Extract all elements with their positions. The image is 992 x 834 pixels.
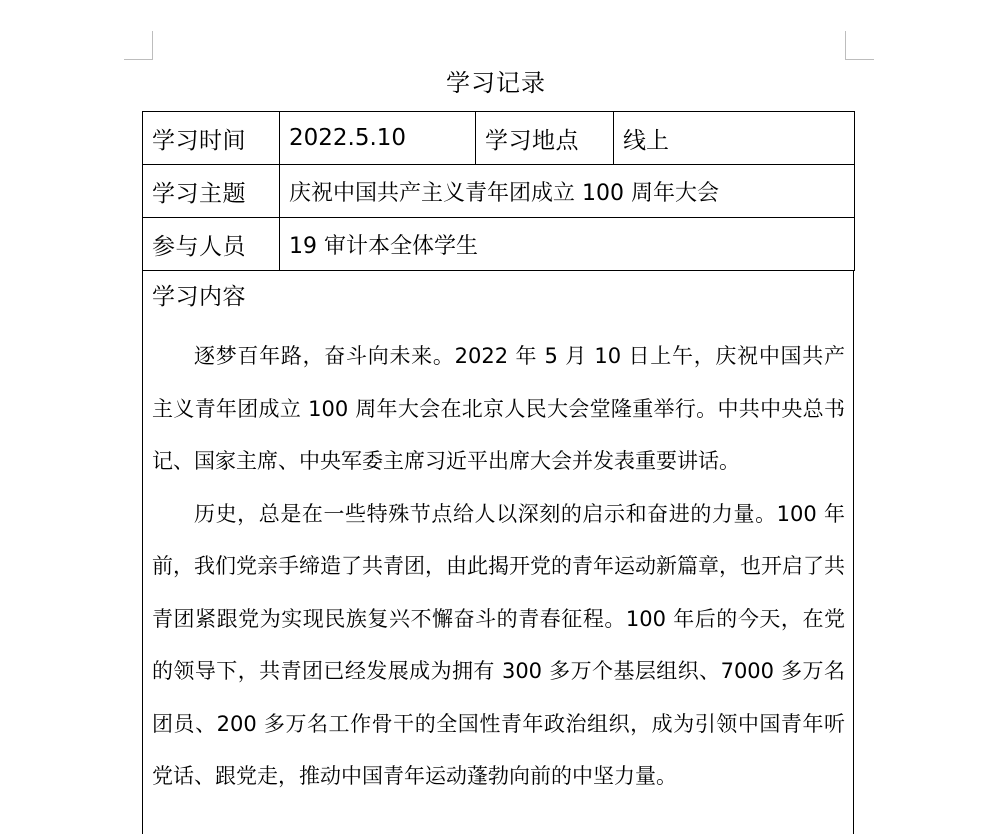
time-label[interactable]: 学习时间 xyxy=(143,112,280,165)
table-row-topic xyxy=(143,165,855,218)
participants-value[interactable]: 19 审计本全体学生 xyxy=(280,218,855,271)
content-paragraph-1[interactable]: 逐梦百年路，奋斗向未来。2022 年 5 月 10 日上午，庆祝中国共产主义青年团成立 100 周年大会在北京人民大会堂隆重举行。中共中央总书记、国家主席、中央军委主席习近平出席大会并发表重要讲话。 xyxy=(152,344,845,473)
content-body xyxy=(152,330,845,803)
content-paragraph-2[interactable]: 历史，总是在一些特殊节点给人以深刻的启示和奋进的力量。100 年前，我们党亲手缔造了共青团，由此揭开党的青年运动新篇章，也开启了共青团紧跟党为实现民族复兴不懈奋斗的青春征程。100 年后的今天，在党的领导下，共青团已经发展成为拥有 300 多万个基层组织、7000 多万名团员、200 多万名工作骨干的全国性青年政治组织，成为引领中国青年听党话、跟党走，推动中国青年运动蓬勃向前的中坚力量。 xyxy=(152,501,845,788)
place-label[interactable]: 学习地点 xyxy=(476,112,614,165)
page-corner-mark-top-right xyxy=(845,31,874,60)
table-row-time-place xyxy=(143,112,855,165)
page-corner-mark-top-left xyxy=(124,31,153,60)
record-table xyxy=(142,111,855,271)
time-value[interactable]: 2022.5.10 xyxy=(280,112,476,165)
topic-value[interactable]: 庆祝中国共产主义青年团成立 100 周年大会 xyxy=(280,165,855,218)
place-value[interactable]: 线上 xyxy=(614,112,855,165)
topic-label[interactable]: 学习主题 xyxy=(143,165,280,218)
document-title[interactable]: 学习记录 xyxy=(446,69,546,97)
content-cell xyxy=(142,270,854,834)
participants-label[interactable]: 参与人员 xyxy=(143,218,280,271)
table-row-participants xyxy=(143,218,855,271)
content-heading[interactable]: 学习内容 xyxy=(152,284,246,310)
